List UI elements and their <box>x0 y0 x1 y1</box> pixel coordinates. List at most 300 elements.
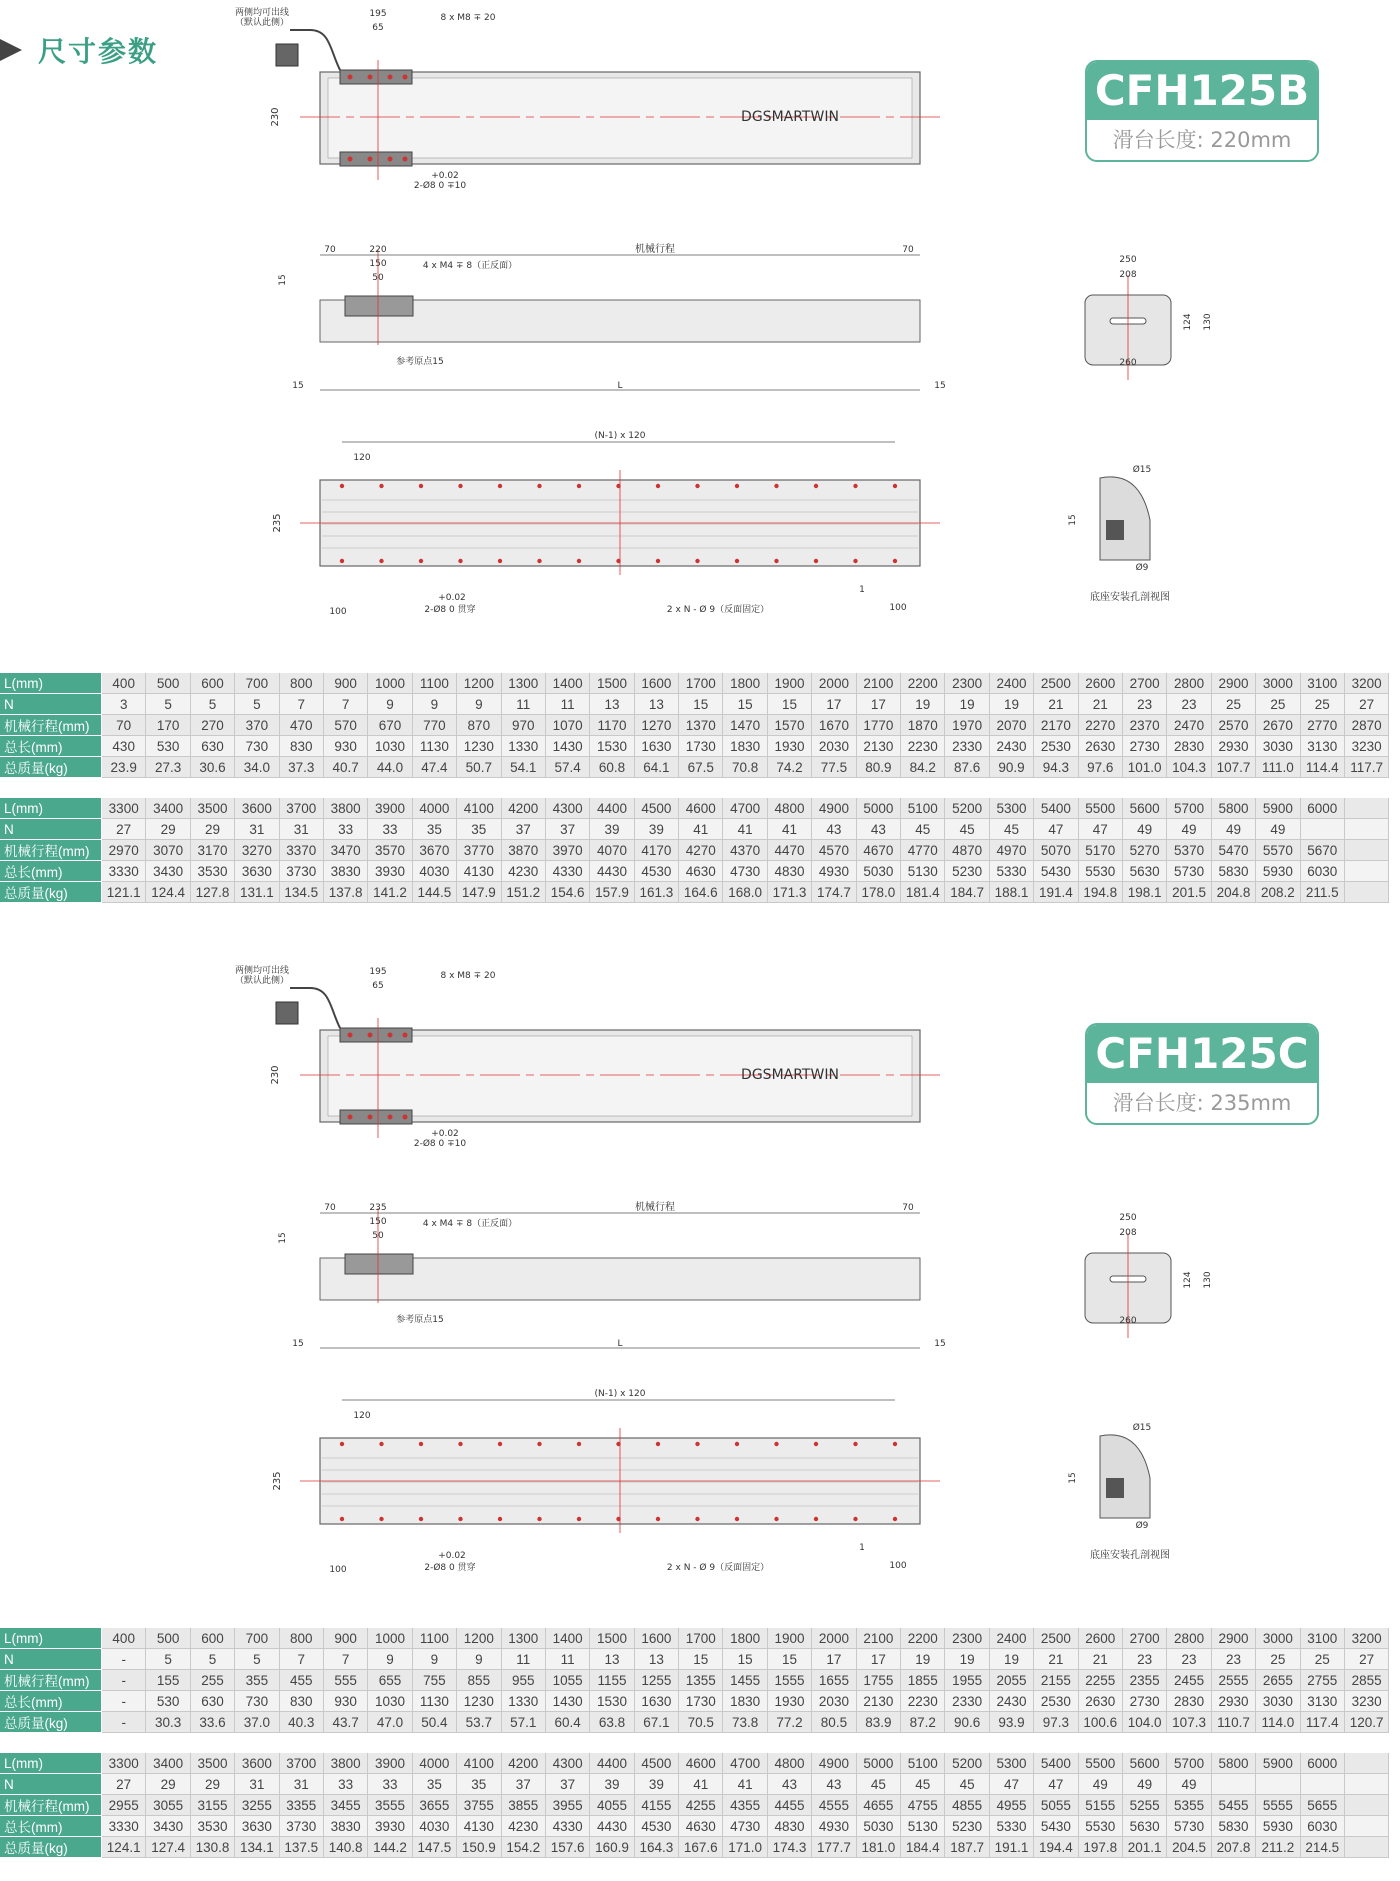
table-cell: 11 <box>546 694 590 715</box>
table-cell: 3730 <box>280 1816 324 1837</box>
table-cell: 27.3 <box>146 757 190 778</box>
table-cell: 49 <box>1167 819 1211 840</box>
table-cell: 2655 <box>1256 1670 1300 1691</box>
table-cell: 930 <box>324 736 368 757</box>
table-cell: 15 <box>768 1649 812 1670</box>
hole-spec: 2 x N - Ø 9（反面固定） <box>666 1563 770 1573</box>
row-label: 总长(mm) <box>0 1691 102 1712</box>
table-cell: 4130 <box>457 861 501 882</box>
table-cell: 9 <box>413 694 457 715</box>
table-cell: 19 <box>990 1649 1034 1670</box>
table-cell: 127.4 <box>146 1837 190 1858</box>
table-cell: 5600 <box>1123 1753 1167 1774</box>
table-cell: 47 <box>1079 819 1123 840</box>
table-cell: 144.2 <box>368 1837 412 1858</box>
table-cell: 41 <box>723 1774 767 1795</box>
dimension-label: (N-1) x 120 <box>594 1389 646 1399</box>
table-cell: 1000 <box>368 1628 412 1649</box>
table-cell: 9 <box>457 1649 501 1670</box>
table-cell: 5930 <box>1256 1816 1300 1837</box>
table-cell: 355 <box>235 1670 279 1691</box>
table-cell: 2400 <box>990 1628 1034 1649</box>
mount-hole <box>616 1442 620 1446</box>
table-cell: 147.5 <box>413 1837 457 1858</box>
table-cell: 2630 <box>1079 736 1123 757</box>
table-cell: 5100 <box>901 798 945 819</box>
dimension-label: Ø9 <box>1135 1521 1149 1531</box>
table-cell <box>1345 1837 1389 1858</box>
table-cell: 2300 <box>945 673 989 694</box>
table-cell: 214.5 <box>1301 1837 1345 1858</box>
table-cell: 4255 <box>679 1795 723 1816</box>
table-cell: 4070 <box>590 840 634 861</box>
table-cell: 4000 <box>413 798 457 819</box>
table-cell: 33.6 <box>191 1712 235 1733</box>
table-row <box>0 819 1389 840</box>
table-cell: 2500 <box>1034 673 1078 694</box>
dimension-label: L <box>617 381 623 391</box>
table-cell: 5 <box>146 694 190 715</box>
table-cell: 930 <box>324 1691 368 1712</box>
screw-hole <box>403 157 408 162</box>
table-cell: 2570 <box>1212 715 1256 736</box>
table-cell: 5030 <box>857 1816 901 1837</box>
table-cell: 187.7 <box>945 1837 989 1858</box>
table-cell: 157.9 <box>590 882 634 903</box>
table-cell: 208.2 <box>1256 882 1300 903</box>
table-cell: 2400 <box>990 673 1034 694</box>
pin-spec: 2-Ø8 0 贯穿 <box>424 1563 476 1573</box>
table-row <box>0 1816 1389 1837</box>
table-cell: 73.8 <box>723 1712 767 1733</box>
table-cell: 1370 <box>679 715 723 736</box>
table-cell: 1230 <box>457 1691 501 1712</box>
table-cell: 1430 <box>546 736 590 757</box>
table-cell: 4400 <box>590 1753 634 1774</box>
tolerance: +0.02 <box>438 593 466 603</box>
table-cell: 1470 <box>723 715 767 736</box>
table-cell: 1400 <box>546 1628 590 1649</box>
table-cell: 4700 <box>723 798 767 819</box>
row-label: L(mm) <box>0 1628 102 1649</box>
table-cell: 530 <box>146 1691 190 1712</box>
table-cell: 4700 <box>723 1753 767 1774</box>
dimension-label: 1 <box>859 585 865 595</box>
table-cell: 45 <box>901 819 945 840</box>
table-cell: 11 <box>546 1649 590 1670</box>
table-cell: 90.6 <box>945 1712 989 1733</box>
table-cell: 174.3 <box>768 1837 812 1858</box>
dimension-label: (N-1) x 120 <box>594 431 646 441</box>
table-cell: 43.7 <box>324 1712 368 1733</box>
table-cell: 5530 <box>1079 861 1123 882</box>
dimension-label: 100 <box>329 1565 347 1575</box>
row-label: 总质量(kg) <box>0 882 102 903</box>
mount-hole <box>379 484 383 488</box>
dimension-label: Ø9 <box>1135 563 1149 573</box>
spec-table-b-1 <box>0 673 1389 778</box>
table-cell: 1700 <box>679 673 723 694</box>
table-cell: 43 <box>768 1774 812 1795</box>
table-cell: 168.0 <box>723 882 767 903</box>
table-cell: 4930 <box>812 1816 856 1837</box>
table-cell: 97.3 <box>1034 1712 1078 1733</box>
mount-hole <box>340 1517 344 1521</box>
table-cell: 3555 <box>368 1795 412 1816</box>
table-cell: 3470 <box>324 840 368 861</box>
table-cell: 5330 <box>990 1816 1034 1837</box>
table-cell: 5500 <box>1079 1753 1123 1774</box>
table-cell: 4430 <box>590 1816 634 1837</box>
table-cell: 50.4 <box>413 1712 457 1733</box>
table-cell: 31 <box>235 1774 279 1795</box>
table-cell: 117.4 <box>1301 1712 1345 1733</box>
table-cell: 6000 <box>1301 1753 1345 1774</box>
mount-hole <box>458 559 462 563</box>
table-cell: 64.1 <box>635 757 679 778</box>
dimension-label: 100 <box>889 1561 907 1571</box>
table-cell: 124.4 <box>146 882 190 903</box>
dimension-label: 70 <box>902 245 914 255</box>
table-cell: 7 <box>324 1649 368 1670</box>
table-cell: 3300 <box>102 798 146 819</box>
table-cell: 2900 <box>1212 1628 1256 1649</box>
table-cell: 3030 <box>1256 736 1300 757</box>
table-cell: 4400 <box>590 798 634 819</box>
table-cell: 154.2 <box>502 1837 546 1858</box>
row-label: 机械行程(mm) <box>0 1795 102 1816</box>
table-cell: 2530 <box>1034 736 1078 757</box>
model-name: CFH125B <box>1087 62 1317 120</box>
table-cell: 4470 <box>768 840 812 861</box>
table-cell: 4800 <box>768 1753 812 1774</box>
table-cell: 1600 <box>635 1628 679 1649</box>
table-cell: 2200 <box>901 1628 945 1649</box>
table-cell: 23 <box>1212 1649 1256 1670</box>
table-cell: 27 <box>1345 1649 1389 1670</box>
table-cell: 730 <box>235 736 279 757</box>
table-cell: 5355 <box>1167 1795 1211 1816</box>
table-cell: 2730 <box>1123 1691 1167 1712</box>
table-cell: 5270 <box>1123 840 1167 861</box>
table-cell: 3770 <box>457 840 501 861</box>
table-cell: 37.0 <box>235 1712 279 1733</box>
mount-hole <box>419 1442 423 1446</box>
table-cell: 110.7 <box>1212 1712 1256 1733</box>
table-cell: 147.9 <box>457 882 501 903</box>
table-cell: 27 <box>102 1774 146 1795</box>
table-cell: 2430 <box>990 1691 1034 1712</box>
row-label: L(mm) <box>0 798 102 819</box>
table-cell: 2230 <box>901 736 945 757</box>
table-cell: 80.5 <box>812 1712 856 1733</box>
table-cell: 120.7 <box>1345 1712 1389 1733</box>
mount-hole <box>340 1442 344 1446</box>
table-cell: 3700 <box>280 798 324 819</box>
table-cell: 5 <box>191 1649 235 1670</box>
table-cell: 3000 <box>1256 673 1300 694</box>
table-cell: 7 <box>280 694 324 715</box>
mount-hole <box>498 484 502 488</box>
table-cell: 2330 <box>945 736 989 757</box>
table-cell: 4800 <box>768 798 812 819</box>
stroke-label: 机械行程 <box>635 1202 675 1213</box>
table-cell: 3300 <box>102 1753 146 1774</box>
table-cell: 900 <box>324 673 368 694</box>
row-label: 总质量(kg) <box>0 1837 102 1858</box>
hole-bore <box>1106 520 1124 540</box>
table-cell: 57.1 <box>502 1712 546 1733</box>
table-cell: 4600 <box>679 798 723 819</box>
mount-hole <box>893 1517 897 1521</box>
row-label: 总长(mm) <box>0 736 102 757</box>
table-cell: 127.8 <box>191 882 235 903</box>
mount-hole <box>735 1442 739 1446</box>
mount-hole <box>774 559 778 563</box>
table-cell: 2800 <box>1167 1628 1211 1649</box>
cable-note: （默认此侧） <box>234 18 290 28</box>
table-cell: 5200 <box>945 1753 989 1774</box>
table-cell: 27 <box>1345 694 1389 715</box>
table-cell: 5455 <box>1212 1795 1256 1816</box>
mount-hole <box>379 1517 383 1521</box>
table-cell: 40.3 <box>280 1712 324 1733</box>
mount-hole <box>419 484 423 488</box>
table-cell: 100.6 <box>1079 1712 1123 1733</box>
table-cell: 4900 <box>812 1753 856 1774</box>
table-cell: 4755 <box>901 1795 945 1816</box>
table-cell: 74.2 <box>768 757 812 778</box>
table-cell: 2255 <box>1079 1670 1123 1691</box>
table-cell: 2730 <box>1123 736 1167 757</box>
cable-note: （默认此侧） <box>234 976 290 986</box>
table-cell: 6030 <box>1301 1816 1345 1837</box>
table-cell: 4670 <box>857 840 901 861</box>
table-cell: 3000 <box>1256 1628 1300 1649</box>
table-cell: 3130 <box>1301 1691 1345 1712</box>
table-cell: 5 <box>146 1649 190 1670</box>
table-cell: 25 <box>1212 694 1256 715</box>
table-cell: 4330 <box>546 861 590 882</box>
table-cell: 700 <box>235 1628 279 1649</box>
dimension-label: 260 <box>1119 358 1137 368</box>
table-cell: 2330 <box>945 1691 989 1712</box>
table-cell: 141.2 <box>368 882 412 903</box>
table-cell: 5030 <box>857 861 901 882</box>
table-cell: 1255 <box>635 1670 679 1691</box>
table-cell: 87.2 <box>901 1712 945 1733</box>
dimension-label: 230 <box>270 107 281 127</box>
origin-label: 参考原点15 <box>396 357 444 367</box>
table-cell: 25 <box>1301 694 1345 715</box>
table-cell: 114.0 <box>1256 1712 1300 1733</box>
mount-hole <box>853 1442 857 1446</box>
table-cell: 3900 <box>368 798 412 819</box>
table-cell: 44.0 <box>368 757 412 778</box>
table-cell: 2555 <box>1212 1670 1256 1691</box>
mount-hole <box>814 559 818 563</box>
table-cell: 154.6 <box>546 882 590 903</box>
table-cell: 2600 <box>1079 673 1123 694</box>
table-cell: 29 <box>191 819 235 840</box>
table-cell: 3830 <box>324 861 368 882</box>
screw-hole <box>388 157 393 162</box>
table-cell: 1800 <box>723 673 767 694</box>
table-cell: 47.0 <box>368 1712 412 1733</box>
dimension-label: 70 <box>324 1203 336 1213</box>
table-cell: 1055 <box>546 1670 590 1691</box>
table-cell: 2030 <box>812 736 856 757</box>
table-cell <box>1301 819 1345 840</box>
table-cell: 33 <box>324 819 368 840</box>
table-cell: 114.4 <box>1301 757 1345 778</box>
detail-caption: 底座安装孔剖视图 <box>1090 1550 1170 1561</box>
table-cell: - <box>102 1649 146 1670</box>
dimension-label: 120 <box>353 453 371 463</box>
table-cell: 188.1 <box>990 882 1034 903</box>
table-cell: 4870 <box>945 840 989 861</box>
table-cell: 5070 <box>1034 840 1078 861</box>
table-cell: 4130 <box>457 1816 501 1837</box>
table-cell: 555 <box>324 1670 368 1691</box>
table-cell: 3570 <box>368 840 412 861</box>
mount-hole <box>379 1442 383 1446</box>
table-cell: 4900 <box>812 798 856 819</box>
row-label: N <box>0 1774 102 1795</box>
table-cell: 5170 <box>1079 840 1123 861</box>
table-cell: 1730 <box>679 736 723 757</box>
table-cell: 5200 <box>945 798 989 819</box>
table-cell: 9 <box>368 694 412 715</box>
table-cell: 117.7 <box>1345 757 1389 778</box>
table-cell: 4330 <box>546 1816 590 1837</box>
table-cell: 31 <box>280 819 324 840</box>
table-cell: 181.0 <box>857 1837 901 1858</box>
pin-spec: 2-Ø8 0 ∓10 <box>413 181 467 191</box>
hole-bore <box>1106 1478 1124 1498</box>
table-cell: 1070 <box>546 715 590 736</box>
table-cell <box>1301 1774 1345 1795</box>
row-label: 机械行程(mm) <box>0 1670 102 1691</box>
table-cell: 107.7 <box>1212 757 1256 778</box>
table-cell: 3255 <box>235 1795 279 1816</box>
table-cell: 1855 <box>901 1670 945 1691</box>
table-cell <box>1345 861 1389 882</box>
table-cell: 970 <box>502 715 546 736</box>
table-cell: 1830 <box>723 1691 767 1712</box>
mount-hole <box>695 484 699 488</box>
table-cell: 70 <box>102 715 146 736</box>
table-cell: 137.8 <box>324 882 368 903</box>
dimension-label: 15 <box>278 274 288 286</box>
table-cell: 1330 <box>502 736 546 757</box>
screw-spec: 8 x M8 ∓ 20 <box>440 971 496 981</box>
table-cell: 4170 <box>635 840 679 861</box>
table-cell <box>1345 840 1389 861</box>
table-cell: 37 <box>502 819 546 840</box>
table-cell: 4300 <box>546 1753 590 1774</box>
mount-hole <box>656 1517 660 1521</box>
table-cell: 15 <box>723 694 767 715</box>
table-cell <box>1345 1753 1389 1774</box>
table-cell: 49 <box>1167 1774 1211 1795</box>
table-cell: 5730 <box>1167 861 1211 882</box>
table-cell: 47 <box>990 1774 1034 1795</box>
table-cell: 3 <box>102 694 146 715</box>
table-cell: 5300 <box>990 1753 1034 1774</box>
screw-hole <box>368 157 373 162</box>
table-cell: 155 <box>146 1670 190 1691</box>
table-cell: 2700 <box>1123 673 1167 694</box>
table-cell: 2530 <box>1034 1691 1078 1712</box>
table-cell: 2370 <box>1123 715 1167 736</box>
mount-hole <box>458 1442 462 1446</box>
mount-hole <box>379 559 383 563</box>
table-cell: 49 <box>1256 819 1300 840</box>
table-cell: 2900 <box>1212 673 1256 694</box>
table-cell: 5670 <box>1301 840 1345 861</box>
table-cell: 33 <box>368 819 412 840</box>
table-cell: 1300 <box>502 673 546 694</box>
table-cell: 4230 <box>502 861 546 882</box>
screw-spec: 4 x M4 ∓ 8（正反面） <box>422 261 518 271</box>
brand-logo: DGSMARTWIN <box>741 109 839 125</box>
table-cell: 124.1 <box>102 1837 146 1858</box>
table-row <box>0 1628 1389 1649</box>
table-cell: 1130 <box>413 1691 457 1712</box>
table-cell: 2270 <box>1079 715 1123 736</box>
table-cell: 184.4 <box>901 1837 945 1858</box>
table-cell: 5000 <box>857 798 901 819</box>
dimension-label: 130 <box>1203 1271 1213 1289</box>
table-cell: 2470 <box>1167 715 1211 736</box>
table-cell: 197.8 <box>1079 1837 1123 1858</box>
table-cell: 21 <box>1034 1649 1078 1670</box>
table-cell: 5655 <box>1301 1795 1345 1816</box>
mount-hole <box>616 1517 620 1521</box>
connector <box>276 44 298 66</box>
mount-hole <box>735 484 739 488</box>
mount-hole <box>735 559 739 563</box>
table-cell: 500 <box>146 673 190 694</box>
table-cell: 204.8 <box>1212 882 1256 903</box>
screw-hole <box>368 1115 373 1120</box>
mount-hole <box>774 484 778 488</box>
table-cell: 2100 <box>857 673 901 694</box>
table-cell: 201.1 <box>1123 1837 1167 1858</box>
table-cell: 41 <box>723 819 767 840</box>
dimension-label: 220 <box>369 245 387 255</box>
table-cell: 4455 <box>768 1795 812 1816</box>
dimension-label: 15 <box>934 1339 946 1349</box>
table-cell: 43 <box>812 1774 856 1795</box>
table-cell: 9 <box>368 1649 412 1670</box>
screw-hole <box>348 1033 353 1038</box>
table-cell: 25 <box>1301 1649 1345 1670</box>
table-cell: 2870 <box>1345 715 1389 736</box>
table-cell: 3830 <box>324 1816 368 1837</box>
table-cell: 5130 <box>901 861 945 882</box>
table-cell: 3800 <box>324 798 368 819</box>
table-cell: 13 <box>635 1649 679 1670</box>
table-cell: 181.4 <box>901 882 945 903</box>
dimension-label: 195 <box>369 967 387 977</box>
dimension-label: 15 <box>292 1339 304 1349</box>
mount-hole <box>498 1517 502 1521</box>
dimension-label: 250 <box>1119 1213 1137 1223</box>
dimension-label: 235 <box>369 1203 387 1213</box>
table-cell: 3955 <box>546 1795 590 1816</box>
